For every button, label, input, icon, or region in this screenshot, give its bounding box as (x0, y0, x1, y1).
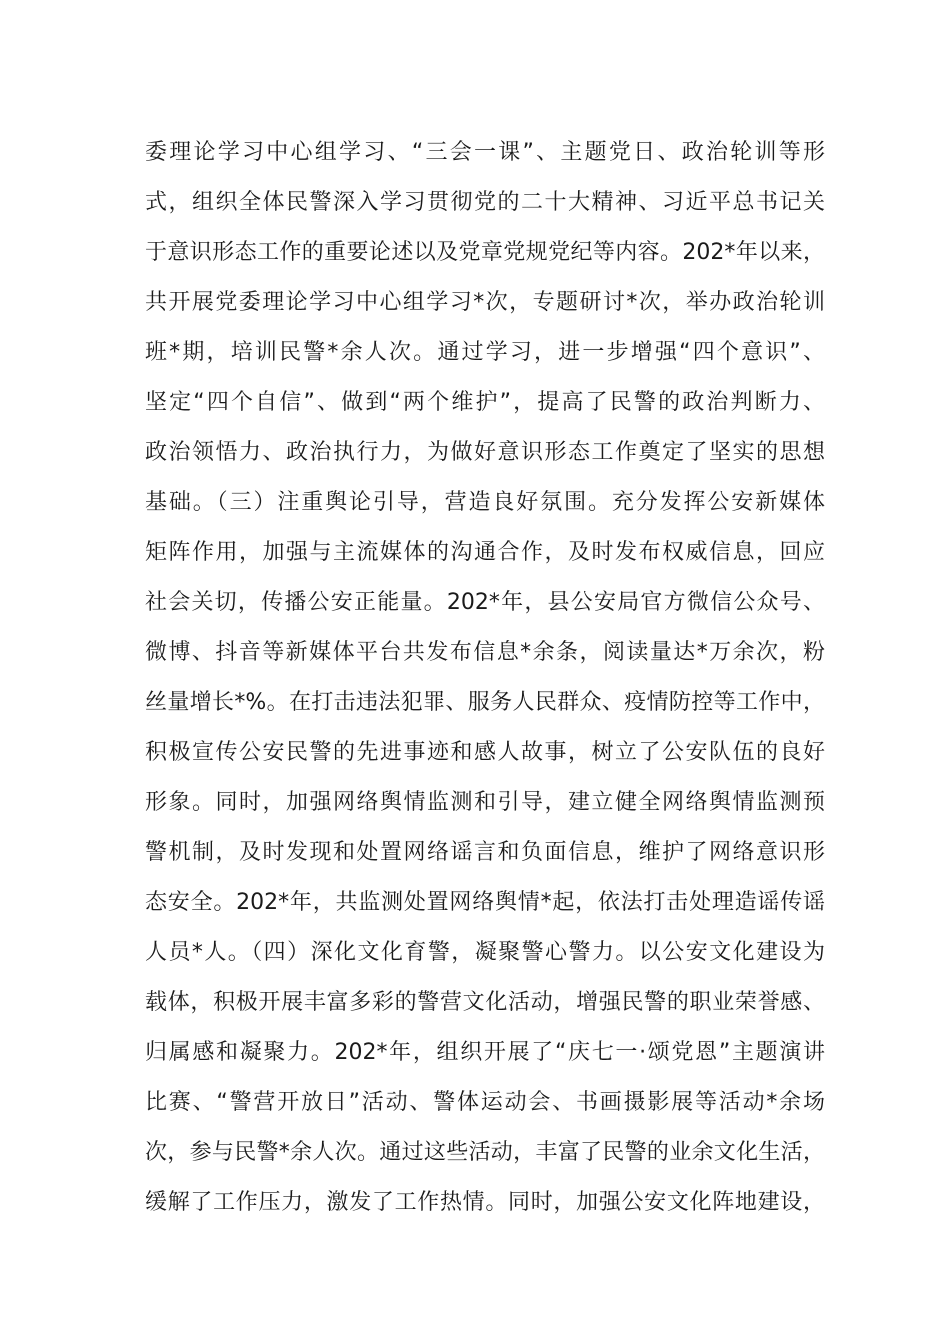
text-line-2: 式，组织全体民警深入学习贯彻党的二十大精神、习近平总书记关 (145, 190, 825, 215)
text-line-22: 缓解了工作压力，激发了工作热情。同时，加强公安文化阵地建设， (145, 1190, 825, 1215)
text-line-5: 班*期，培训民警*余人次。通过学习，进一步增强“四个意识”、 (145, 340, 826, 365)
text-line-10: 社会关切，传播公安正能量。202*年，县公安局官方微信公众号、 (145, 590, 825, 615)
text-line-20: 比赛、“警营开放日”活动、警体运动会、书画摄影展等活动*余场 (145, 1090, 825, 1115)
text-line-1: 委理论学习中心组学习、“三会一课”、主题党日、政治轮训等形 (145, 140, 825, 165)
text-line-13: 积极宣传公安民警的先进事迹和感人故事，树立了公安队伍的良好 (145, 740, 825, 765)
text-line-14: 形象。同时，加强网络舆情监测和引导，建立健全网络舆情监测预 (145, 790, 825, 815)
text-line-4: 共开展党委理论学习中心组学习*次，专题研讨*次，举办政治轮训 (145, 290, 825, 315)
text-line-7: 政治领悟力、政治执行力，为做好意识形态工作奠定了坚实的思想 (145, 440, 825, 465)
text-line-11: 微博、抖音等新媒体平台共发布信息*余条，阅读量达*万余次，粉 (145, 640, 825, 665)
text-line-19: 归属感和凝聚力。202*年，组织开展了“庆七一·颂党恩”主题演讲 (145, 1040, 825, 1065)
text-line-17: 人员*人。（四）深化文化育警，凝聚警心警力。以公安文化建设为 (145, 940, 825, 965)
text-line-16: 态安全。202*年，共监测处置网络舆情*起，依法打击处理造谣传谣 (145, 890, 825, 915)
text-line-21: 次，参与民警*余人次。通过这些活动，丰富了民警的业余文化生活， (145, 1140, 825, 1165)
text-line-15: 警机制，及时发现和处置网络谣言和负面信息，维护了网络意识形 (145, 840, 825, 865)
text-line-8: 基础。（三）注重舆论引导，营造良好氛围。充分发挥公安新媒体 (145, 490, 825, 515)
body-text (145, 128, 825, 1228)
text-line-18: 载体，积极开展丰富多彩的警营文化活动，增强民警的职业荣誉感、 (145, 990, 825, 1015)
text-line-6: 坚定“四个自信”、做到“两个维护”，提高了民警的政治判断力、 (145, 390, 825, 415)
text-line-3: 于意识形态工作的重要论述以及党章党规党纪等内容。202*年以来， (145, 240, 825, 265)
text-line-12: 丝量增长*%。在打击违法犯罪、服务人民群众、疫情防控等工作中， (145, 690, 825, 715)
text-line-9: 矩阵作用，加强与主流媒体的沟通合作，及时发布权威信息，回应 (145, 540, 825, 565)
